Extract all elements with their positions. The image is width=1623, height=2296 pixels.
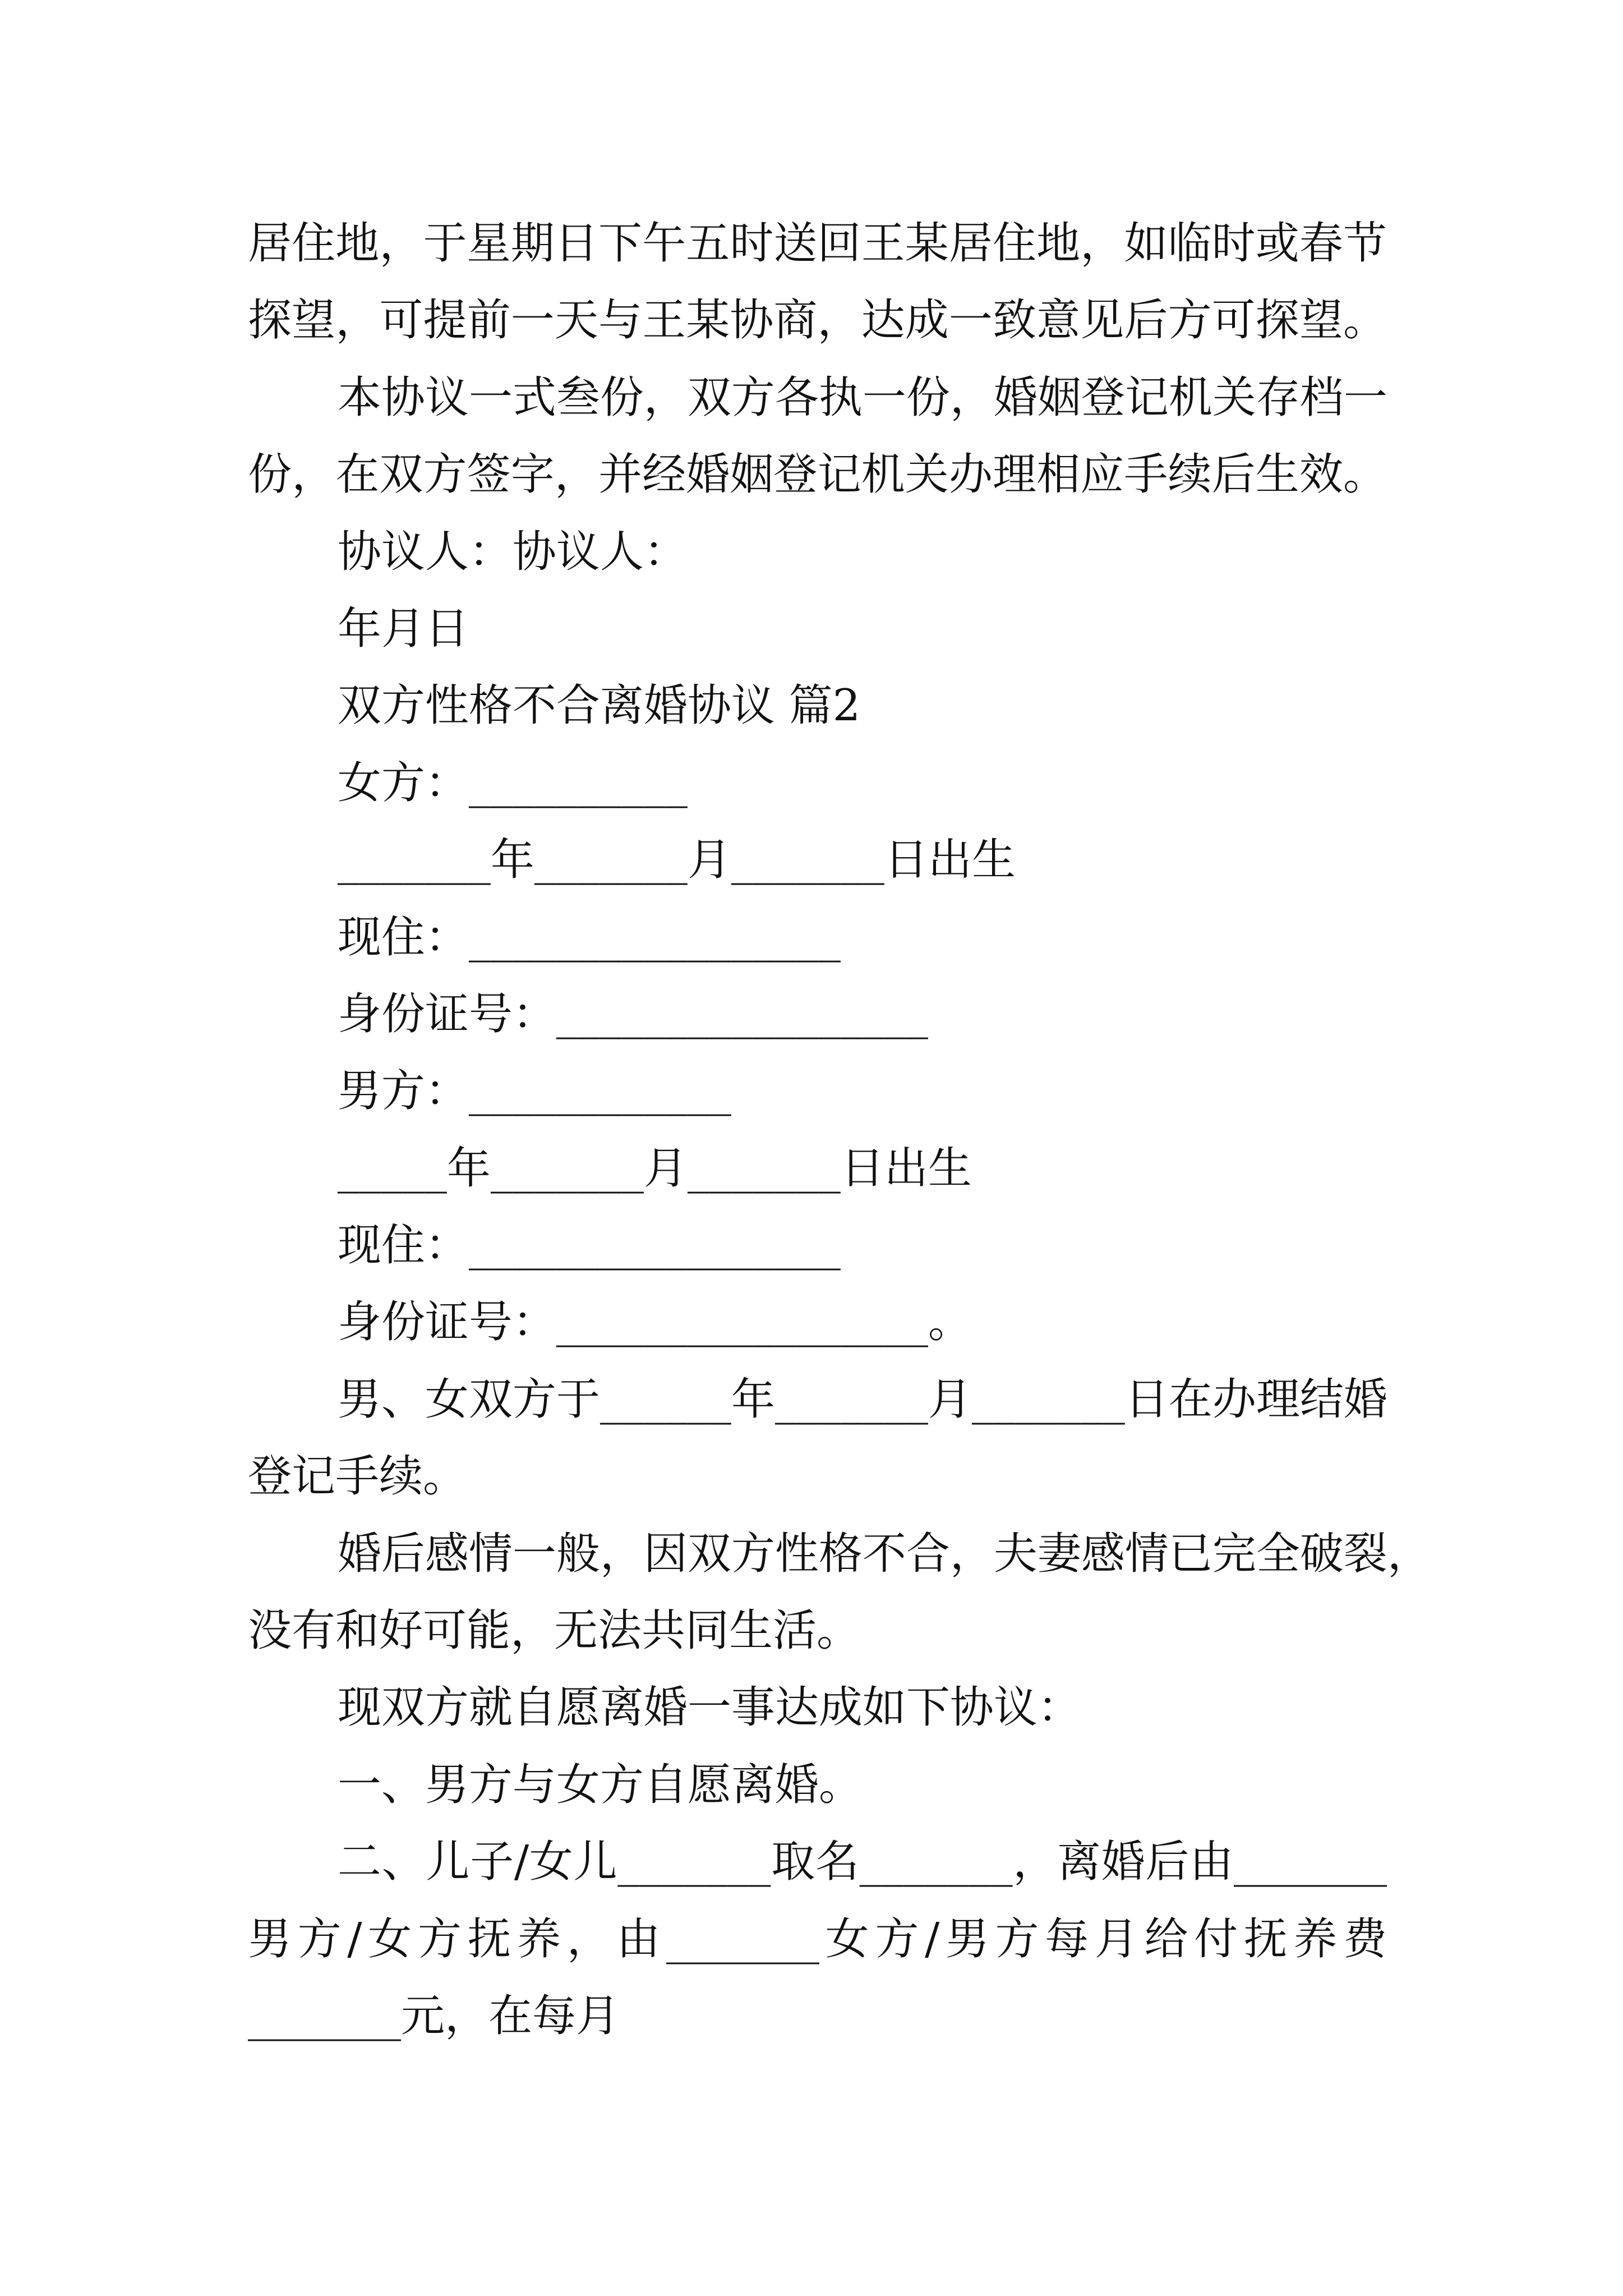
agreement-intro-line: 现双方就自愿离婚一事达成如下协议： bbox=[337, 1682, 1081, 1733]
male-address-field: 现住：_________________ bbox=[337, 1220, 841, 1271]
date-line: 年月日 bbox=[337, 603, 469, 654]
copies-clause-line-1: 本协议一式叁份，双方各执一份，婚姻登记机关存档一 bbox=[337, 372, 1387, 423]
relationship-statement-line-1: 婚后感情一般，因双方性格不合，夫妻感情已完全破裂， bbox=[337, 1528, 1431, 1579]
clause-2-line-1: 二、儿子/女儿_______取名_______，离婚后由_______ bbox=[337, 1837, 1387, 1888]
signatories-line: 协议人：协议人： bbox=[337, 526, 688, 577]
female-id-number-field: 身份证号：_________________ bbox=[337, 988, 928, 1039]
marriage-registration-line-1: 男、女双方于______年_______月_______日在办理结婚 bbox=[337, 1374, 1387, 1425]
document-body bbox=[248, 205, 1431, 2055]
visitation-clause-line-1: 居住地，于星期日下午五时送回王某居住地，如临时或春节 bbox=[248, 218, 1387, 269]
male-id-number-field: 身份证号：_________________。 bbox=[337, 1297, 972, 1348]
visitation-clause-line-2: 探望，可提前一天与王某协商，达成一致意见后方可探望。 bbox=[248, 295, 1387, 346]
female-address-field: 现住：_________________ bbox=[337, 912, 841, 963]
female-birthdate-field: _______年_______月_______日出生 bbox=[337, 835, 1016, 886]
relationship-statement-line-2: 没有和好可能，无法共同生活。 bbox=[248, 1605, 861, 1657]
copies-clause-line-2: 份，在双方签字，并经婚姻登记机关办理相应手续后生效。 bbox=[248, 449, 1387, 500]
male-birthdate-field: _____年_______月_______日出生 bbox=[337, 1143, 972, 1194]
male-party-field: 男方：____________ bbox=[337, 1066, 731, 1117]
female-party-field: 女方：__________ bbox=[337, 757, 688, 808]
marriage-registration-line-2: 登记手续。 bbox=[248, 1451, 467, 1502]
clause-2-line-3: _______元，在每月 bbox=[248, 1990, 620, 2041]
clause-2-line-2: 男方/女方抚养，由_______女方/男方每月给付抚养费 bbox=[248, 1913, 1387, 1964]
section-heading: 双方性格不合离婚协议 篇2 bbox=[337, 680, 861, 731]
clause-1-line: 一、男方与女方自愿离婚。 bbox=[337, 1759, 863, 1810]
